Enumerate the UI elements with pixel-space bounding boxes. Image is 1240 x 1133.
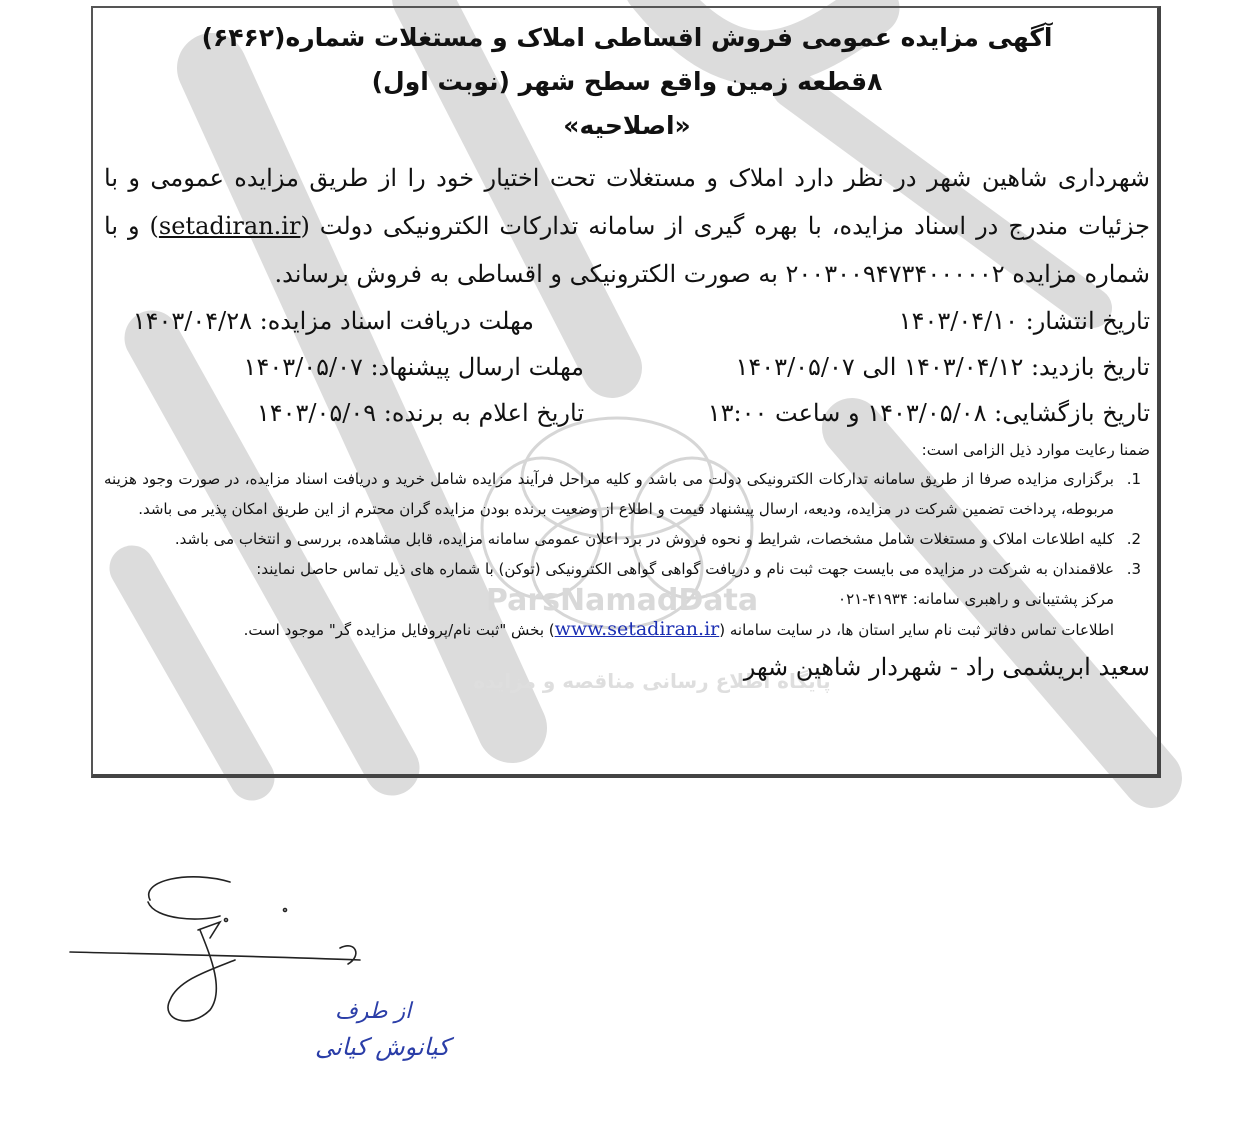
dates-row-1 — [104, 298, 1150, 344]
offer-deadline: مهلت ارسال پیشنهاد: ۱۴۰۳/۰۵/۰۷ — [243, 353, 584, 381]
body-part-1: شهرداری شاهین شهر در نظر دارد املاک و مستغلات تحت اختیار خود را از طریق مزایده عمومی و با جزئیات مندرج در اسناد مزایده، با بهره گیری از سامانه تدارکات الکترونیکی دولت ( — [104, 164, 1150, 240]
winner-announce-date: تاریخ اعلام به برنده: ۱۴۰۳/۰۵/۰۹ — [256, 399, 584, 427]
dates-row-2 — [104, 344, 1150, 390]
notice-subtitle: ۸قطعه زمین واقع سطح شهر (نوبت اول) — [371, 67, 883, 96]
dates-row-3 — [104, 390, 1150, 436]
setadiran-link[interactable]: www.setadiran.ir — [554, 618, 720, 640]
list-item: 3. علاقمندان به شرکت در مزایده می بایست جهت ثبت نام و دریافت گواهی گواهی الکترونیکی (توکن) با شماره های ذیل تماس حاصل نمایند: — [104, 554, 1122, 584]
document-deadline: مهلت دریافت اسناد مزایده: ۱۴۰۳/۰۴/۲۸ — [132, 307, 534, 335]
notice-document — [104, 14, 1150, 687]
notes-intro: ضمنا رعایت موارد ذیل الزامی است: — [921, 441, 1150, 459]
support-center: مرکز پشتیبانی و راهبری سامانه: ۴۱۹۳۴-۰۲۱ — [838, 590, 1114, 608]
notice-body — [104, 154, 1150, 298]
opening-date: تاریخ بازگشایی: ۱۴۰۳/۰۵/۰۸ و ساعت ۱۳:۰۰ — [707, 399, 1150, 427]
body-part-2: ) و با شماره مزایده ۲۰۰۳۰۰۹۴۷۳۴۰۰۰۰۰۲ به صورت الکترونیکی و اقساطی به فروش برساند. — [104, 212, 1150, 288]
watermark-text: ParsNamadData — [485, 583, 759, 618]
signature-icon — [60, 860, 450, 1090]
watermark-subtext: پایگاه اطلاع رسانی مناقصه و مزایده — [473, 669, 831, 693]
correction-label: «اصلاحیه» — [563, 111, 691, 140]
list-item: 2. کلیه اطلاعات املاک و مستغلات شامل مشخصات، شرایط و نحوه فروش در برد اعلان عمومی سامانه مزایده، قابل مشاهده، بررسی و انتخاب می باشد. — [104, 524, 1122, 554]
setadiran-site: setadiran.ir — [158, 212, 301, 240]
list-item: 1. برگزاری مزایده صرفا از طریق سامانه تدارکات الکترونیکی دولت می باشد و کلیه مراحل فرآیند مزایده شامل خرید و دریافت اسناد مزایده، در صورت وجود هزینه مربوطه، پرداخت تضمین شرکت در مزایده، ودیعه، ارسال پیشنهاد قیمت و اطلاع از وضعیت برنده بودن مزایده گران محترم از این طریق امکان پذیر می باشد. — [104, 464, 1122, 524]
publish-date: تاریخ انتشار: ۱۴۰۳/۰۴/۱۰ — [898, 307, 1150, 335]
signature-text-1: از طرف — [335, 999, 412, 1024]
notes-list — [104, 464, 1150, 584]
handwritten-signature — [60, 860, 450, 1090]
signature-text-2: کیانوش کیانی — [315, 1033, 450, 1061]
mayor-signoff: سعید ابریشمی راد - شهردار شاهین شهر — [743, 653, 1150, 681]
contact-text-1: اطلاعات تماس دفاتر ثبت نام سایر استان ها، در سایت سامانه ( — [719, 621, 1114, 639]
notice-title: آگهی مزایده عمومی فروش اقساطی املاک و مستغلات شماره(۶۴۶۲) — [201, 23, 1053, 52]
contact-info — [104, 614, 1150, 645]
visit-date: تاریخ بازدید: ۱۴۰۳/۰۴/۱۲ الی ۱۴۰۳/۰۵/۰۷ — [735, 353, 1150, 381]
contact-text-2: ) بخش "ثبت نام/پروفایل مزایده گر" موجود است. — [243, 621, 555, 639]
